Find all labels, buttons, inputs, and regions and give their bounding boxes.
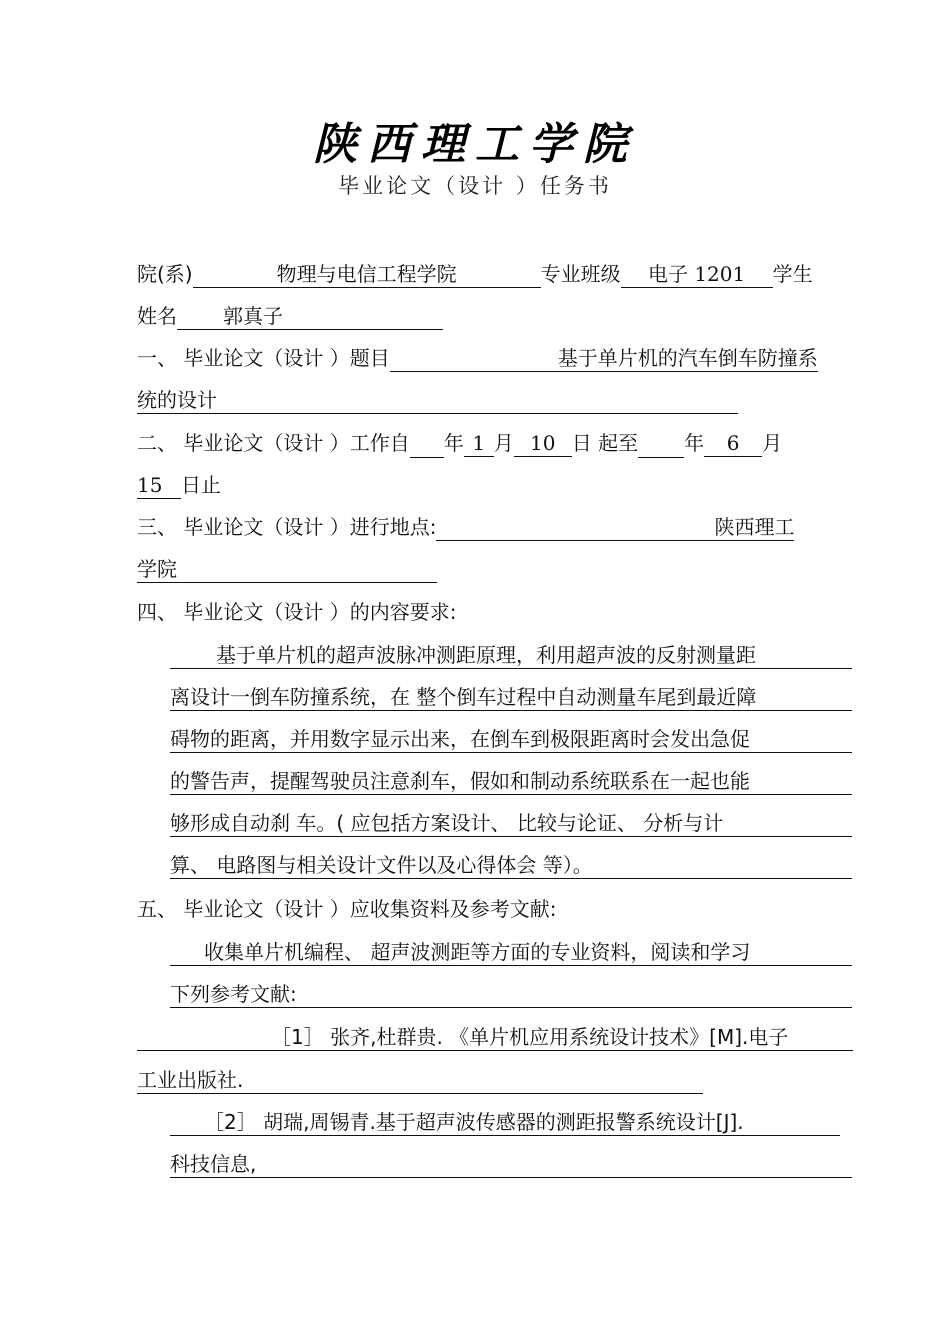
reference-2-line1: ［2］ 胡瑞,周锡青.基于超声波传感器的测距报警系统设计[J]. — [170, 1107, 840, 1137]
section1-row1 — [137, 343, 818, 373]
end-day-value: 15 — [137, 472, 181, 499]
class-label: 专业班级 — [540, 262, 621, 286]
place-value-part2: 学院 — [137, 556, 437, 583]
section1-label: 一、 毕业论文（设计 ）题目 — [137, 346, 390, 370]
section2-row1 — [137, 428, 782, 458]
start-day-value: 10 — [514, 430, 572, 457]
reference-2-line2: 科技信息, — [170, 1149, 852, 1179]
reference-1-line1: ［1］ 张齐,杜群贵. 《单片机应用系统设计技术》[M].电子 — [137, 1022, 853, 1052]
start-year-blank — [410, 431, 444, 458]
dept-label: 院(系) — [137, 262, 193, 286]
start-month-label: 月 — [493, 431, 514, 455]
thesis-title-part1: 基于单片机的汽车倒车防撞系 — [390, 345, 818, 372]
section2-row2 — [137, 470, 221, 500]
class-value: 电子 1201 — [621, 261, 773, 288]
section3-row1 — [137, 512, 794, 542]
name-value: 郭真子 — [177, 303, 443, 330]
content-line: 的警告声，提醒驾驶员注意刹车，假如和制动系统联系在一起也能 — [170, 766, 852, 796]
content-line: 够形成自动刹 车。( 应包括方案设计、 比较与论证、 分析与计 — [170, 808, 852, 838]
content-line: 算、 电路图与相关设计文件以及心得体会 等）。 — [170, 850, 852, 880]
section3-label: 三、 毕业论文（设计 ）进行地点: — [137, 515, 437, 539]
section2-label: 二、 毕业论文（设计 ）工作自 — [137, 431, 410, 455]
dept-row — [137, 259, 813, 289]
name-row — [137, 301, 443, 331]
start-year-label: 年 — [443, 431, 464, 455]
end-day-label: 日止 — [181, 473, 221, 497]
name-label: 姓名 — [137, 304, 177, 328]
thesis-title-part2: 统的设计 — [137, 387, 738, 414]
end-month-value: 6 — [704, 430, 762, 457]
dept-value: 物理与电信工程学院 — [193, 261, 541, 288]
content-line: 碍物的距离，并用数字显示出来，在倒车到极限距离时会发出急促 — [170, 724, 852, 754]
end-year-blank — [638, 431, 684, 458]
document-title: 毕业论文（设计 ）任务书 — [338, 174, 612, 198]
section1-row2 — [137, 385, 738, 415]
school-logo: 陕西理工学院 — [313, 119, 637, 170]
reference-1-line2: 工业出版社. — [137, 1065, 703, 1095]
end-month-label: 月 — [762, 431, 783, 455]
refs-intro-line2: 下列参考文献: — [170, 979, 852, 1009]
content-line: 基于单片机的超声波脉冲测距原理，利用超声波的反射测量距 — [170, 640, 852, 670]
start-day-label: 日 起至 — [571, 431, 639, 455]
end-year-label: 年 — [684, 431, 705, 455]
place-value-part1: 陕西理工 — [436, 514, 794, 541]
student-label-part1: 学生 — [772, 262, 813, 286]
section5-label: 五、 毕业论文（设计 ）应收集资料及参考文献: — [137, 897, 557, 921]
start-month-value: 1 — [464, 430, 494, 457]
content-line: 离设计一倒车防撞系统，在 整个倒车过程中自动测量车尾到最近障 — [170, 682, 852, 712]
section4-label: 四、 毕业论文（设计 ）的内容要求: — [137, 600, 457, 624]
section3-row2 — [137, 554, 437, 584]
refs-intro-line1: 收集单片机编程、 超声波测距等方面的专业资料，阅读和学习 — [170, 937, 852, 967]
